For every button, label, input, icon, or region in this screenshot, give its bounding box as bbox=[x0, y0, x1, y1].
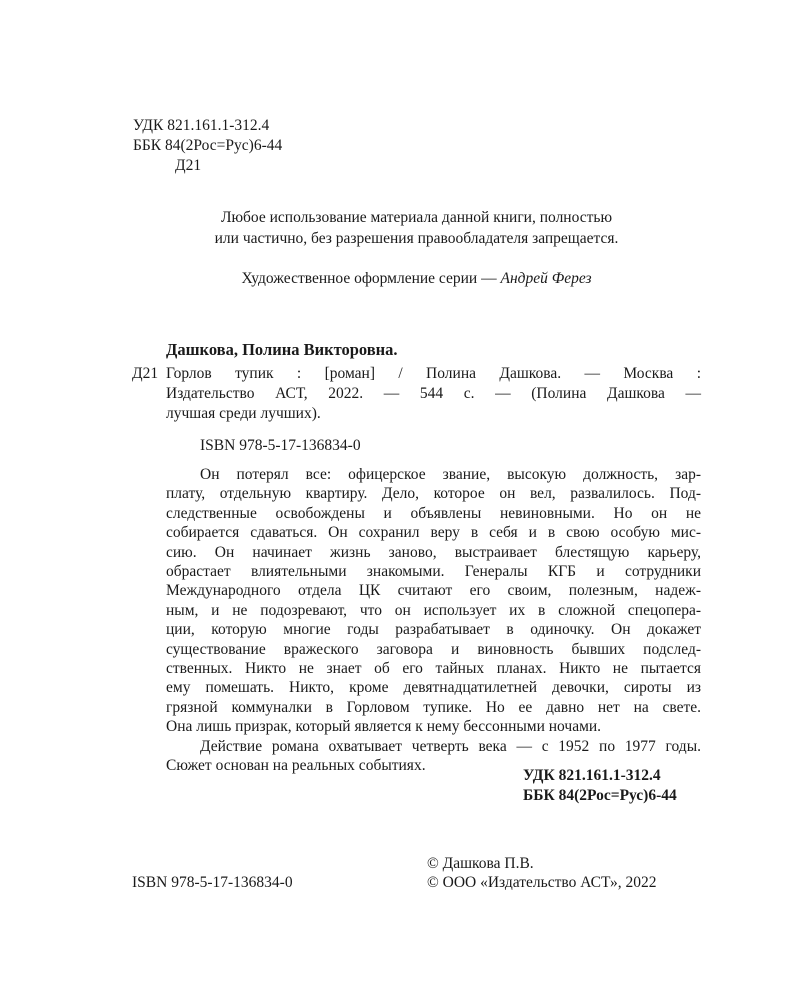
annotation-line: обрастает влиятельными знакомыми. Генералы КГБ и сотрудники bbox=[166, 563, 701, 581]
design-artist: Андрей Ферез bbox=[500, 270, 592, 287]
isbn: ISBN 978-5-17-136834-0 bbox=[200, 437, 361, 454]
classification-block bbox=[133, 116, 282, 176]
notice-line-1: Любое использование материала данной книги, полностью bbox=[220, 209, 613, 226]
udk-code-bold: УДК 821.161.1-312.4 bbox=[523, 767, 661, 784]
annotation bbox=[166, 465, 701, 776]
annotation-line: ным, и не подозревают, что он использует их в сложной спецопера- bbox=[166, 601, 701, 619]
annotation-line: грязной коммуналки в Горловом тупике. Но ее давно нет на свете. bbox=[166, 698, 701, 716]
biblio-line-2: Издательство АСТ, 2022. — 544 с. — (Полина Дашкова — bbox=[166, 385, 701, 402]
annotation-line: Действие романа охватывает четверть века — с 1952 по 1977 годы. bbox=[200, 737, 701, 755]
series-design-credit bbox=[0, 270, 800, 288]
catalog-code: Д21 bbox=[132, 365, 159, 382]
annotation-line: Она лишь призрак, который является к нему бессонными ночами. bbox=[166, 718, 602, 736]
biblio-line-1: Горлов тупик : [роман] / Полина Дашкова. — Москва : bbox=[166, 365, 701, 382]
author-code: Д21 bbox=[175, 157, 202, 174]
annotation-line: сию. Он начинает жизнь заново, выстраивает блестящую карьеру, bbox=[166, 543, 701, 561]
bibliographic-description bbox=[166, 364, 701, 424]
copyright-notice bbox=[0, 207, 800, 249]
annotation-line: Он потерял все: офицерское звание, высокую должность, зар- bbox=[200, 466, 701, 483]
design-label: Художественное оформление серии — bbox=[241, 270, 501, 287]
bbk-code-bold: ББК 84(2Рос=Рус)6-44 bbox=[523, 787, 677, 804]
bbk-code: ББК 84(2Рос=Рус)6-44 bbox=[133, 137, 283, 154]
author-heading: Дашкова, Полина Викторовна. bbox=[166, 340, 398, 359]
annotation-line: следственные освобождены и объявлены невиновными. Но он не bbox=[166, 504, 701, 522]
copyright-author: © Дашкова П.В. bbox=[427, 855, 534, 872]
udk-code: УДК 821.161.1-312.4 bbox=[133, 117, 270, 134]
annotation-line: Международного отдела ЦК считают его своим, полезным, надеж- bbox=[166, 582, 701, 600]
annotation-line: существование вражеского заговора и виновность бывших подслед- bbox=[166, 640, 701, 658]
annotation-line: собирается сдаваться. Он сохранил веру в себя и в свою особую мис- bbox=[166, 524, 701, 542]
annotation-line: ственных. Никто не знает об его тайных планах. Никто не пытается bbox=[166, 660, 701, 678]
isbn-bottom: ISBN 978-5-17-136834-0 bbox=[132, 874, 293, 891]
copyright-publisher: © ООО «Издательство АСТ», 2022 bbox=[427, 874, 657, 891]
notice-line-2: или частично, без разрешения правообладателя запрещается. bbox=[214, 230, 619, 247]
annotation-line: ции, которую многие годы разрабатывает в одиночку. Он докажет bbox=[166, 621, 701, 639]
annotation-line: Сюжет основан на реальных событиях. bbox=[166, 757, 426, 775]
annotation-line: плату, отдельную квартиру. Дело, которое он вел, развалилось. Под- bbox=[166, 485, 701, 503]
classification-codes-bold bbox=[523, 766, 677, 806]
annotation-line: ему помешать. Никто, кроме девятнадцатилетней девочки, сироты из bbox=[166, 679, 701, 697]
biblio-line-3: лучшая среди лучших). bbox=[166, 405, 321, 422]
